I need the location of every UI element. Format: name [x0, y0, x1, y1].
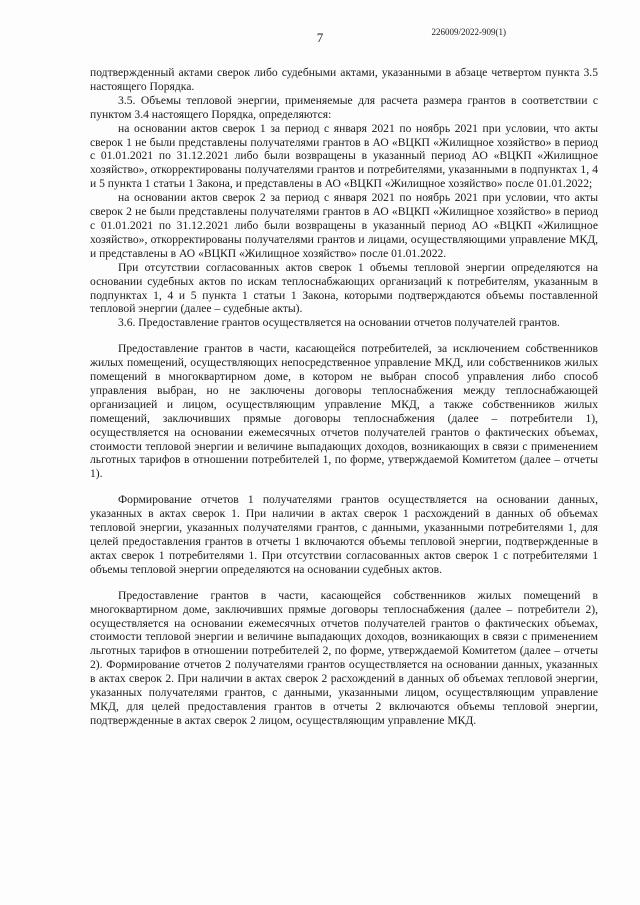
- paragraph: 3.6. Предоставление грантов осуществляется на основании отчетов получателей грантов.: [118, 316, 560, 330]
- paragraph: Предоставление грантов в части, касающейся собственников жилых помещений в многоквартирном доме, заключивших прямые договоры теплоснабжения (далее – потребители 2), осуществляется на основании ежемесячных отчетов получателей грантов о фактических объемах, стоимости тепловой энергии и величине выпадающих доходов, возникающих в связи с применением льготных тарифов в отношении потребителей 2, по форме, утверждаемой Комитетом (далее – отчеты 2). Формирование отчетов 2 получателями грантов осуществляется на основании данных, указанных в актах сверок 2. При наличии в актах сверок 2 расхождений в данных об объемах тепловой энергии, указанных получателями грантов, с данными, указанными лицом, осуществляющим управление МКД, для целей предоставления грантов в отчеты 2 включаются объемы тепловой энергии, подтвержденные в актах сверок 2 лицом, осуществляющим управление МКД.: [90, 588, 598, 727]
- paragraph: подтвержденный актами сверок либо судебными актами, указанными в абзаце четвертом пункта 3.5 настоящего Порядка.: [90, 66, 598, 93]
- document-reference: 226009/2022-909(1): [431, 27, 506, 37]
- paragraph: При отсутствии согласованных актов сверок 1 объемы тепловой энергии определяются на основании судебных актов по искам теплоснабжающих организаций к потребителям, указанным в подпунктах 1, 4 и 5 пункта 1 статьи 1 Закона, которыми подтверждаются объемы поставленной тепловой энергии (далее – судебные акты).: [90, 260, 598, 316]
- paragraph: 3.5. Объемы тепловой энергии, применяемые для расчета размера грантов в соответствии с пунктом 3.4 настоящего Порядка, определяются:: [90, 93, 598, 121]
- document-body: [90, 66, 598, 728]
- paragraph: на основании актов сверок 2 за период с января 2021 по ноябрь 2021 при условии, что акты сверок 2 не были представлены получателями грантов в АО «ВЦКП «Жилищное хозяйство» в период с 01.01.2021 по 31.12.2021 либо были возвращены в указанный период АО «ВЦКП «Жилищное хозяйство», откорректированы получателями грантов и лицами, осуществляющими управление МКД, и представлены в АО «ВЦКП «Жилищное хозяйство» после 01.01.2022.: [90, 191, 598, 260]
- paragraph: на основании актов сверок 1 за период с января 2021 по ноябрь 2021 при условии, что акты сверок 1 не были представлены получателями грантов в АО «ВЦКП «Жилищное хозяйство» в период с 01.01.2021 по 31.12.2021 либо были возвращены в указанный период АО «ВЦКП «Жилищное хозяйство», откорректированы получателями грантов и потребителями, указанными в подпунктах 1, 4 и 5 пункта 1 статьи 1 Закона, и представлены в АО «ВЦКП «Жилищное хозяйство» после 01.01.2022;: [90, 121, 598, 191]
- paragraph: Формирование отчетов 1 получателями грантов осуществляется на основании данных, указанных в актах сверок 1. При наличии в актах сверок 1 расхождений в данных об объемах тепловой энергии, указанных получателями грантов, с данными, указанными потребителями 1, для целей предоставления грантов в отчеты 1 включаются объемы тепловой энергии, подтвержденные в актах сверок 1 потребителями 1. При отсутствии согласованных актов сверок 1 с потребителями 1 объемы тепловой энергии определяются на основании судебных актов.: [90, 493, 598, 576]
- page-number: 7: [316, 30, 324, 45]
- paragraph: Предоставление грантов в части, касающейся потребителей, за исключением собственников жилых помещений, осуществляющих непосредственное управление МКД, или собственников жилых помещений в многоквартирном доме, в котором не выбран способ управления либо способ управления выбран, но не заключены договоры теплоснабжения между теплоснабжающей организацией и лицом, осуществляющим управление МКД, а также собственников жилых помещений, заключивших прямые договоры теплоснабжения (далее – потребители 1), осуществляется на основании ежемесячных отчетов получателей грантов о фактических объемах, стоимости тепловой энергии и величине выпадающих доходов, возникающих в связи с применением льготных тарифов в отношении потребителей 1, по форме, утверждаемой Комитетом (далее – отчеты 1).: [90, 342, 598, 481]
